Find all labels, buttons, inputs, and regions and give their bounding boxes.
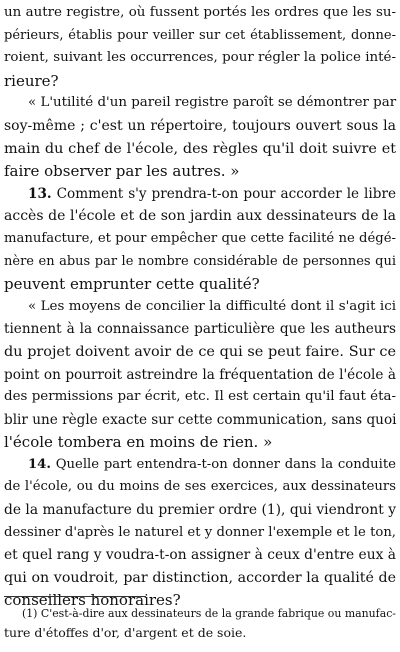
text-line: roient, suivant les occurrences, pour régler la police inté- xyxy=(4,50,396,66)
text-line: des permissions par écrit, etc. Il est certain qu'il faut éta- xyxy=(4,389,396,405)
footnote-line: ture d'étoffes d'or, d'argent et de soie. xyxy=(4,625,247,640)
paragraph-continuation xyxy=(4,2,396,92)
text-line: de la manufacture du premier ordre (1), qui viendront y xyxy=(4,502,396,519)
text-line: de l'école, ou du moins de ses exercices, aux dessinateurs xyxy=(4,479,396,495)
text-line: « Les moyens de concilier la difficulté dont il s'agit ici xyxy=(28,298,396,314)
text-line: l'école tombera en moins de rien. » xyxy=(4,433,273,452)
text-line: tiennent à la connaissance particulière que les autheurs xyxy=(4,321,396,338)
text-line: blir une règle exacte sur cette communication, sans quoi xyxy=(4,411,397,428)
text-line: rieure? xyxy=(4,71,59,90)
text-line: du projet doivent avoir de ce qui se peut faire. Sur ce xyxy=(4,343,396,360)
footnote xyxy=(4,604,396,642)
text-line: conseillers honoraires? xyxy=(4,591,181,610)
question-number: 14. xyxy=(28,456,51,472)
text-line: soy-même ; c'est un répertoire, toujours ouvert sous la xyxy=(4,117,396,134)
text-line: et quel rang y voudra-t-on assigner à ceux d'entre eux à xyxy=(4,547,396,564)
text-line: « L'utilité d'un pareil registre paroît se démontrer par xyxy=(28,95,397,111)
text-line: dessiner d'après le naturel et y donner l'exemple et le ton, xyxy=(4,524,396,540)
paragraph-quote-moyens xyxy=(4,296,396,454)
page-body xyxy=(4,2,396,612)
text-line: main du chef de l'école, des règles qu'il doit suivre et xyxy=(4,140,396,157)
paragraph-question-13 xyxy=(4,183,396,296)
text-line: périeurs, établis pour veiller sur cet établissement, donne- xyxy=(4,27,396,43)
question-number: 13. xyxy=(28,185,52,202)
text-line: faire observer par les autres. » xyxy=(4,162,240,181)
text-line: accès de l'école et de son jardin aux dessinateurs de la xyxy=(4,208,396,225)
paragraph-question-14 xyxy=(4,454,396,612)
text-line: point on pourroit astreindre la fréquentation de l'école à xyxy=(4,366,396,383)
text-line: nère en abus par le nombre considérable de personnes qui xyxy=(4,253,396,269)
paragraph-quote-registre xyxy=(4,92,396,182)
text-line: 14. Quelle part entendra-t-on donner dans la conduite xyxy=(28,456,396,472)
text-line: peuvent emprunter cette qualité? xyxy=(4,275,260,294)
text-line: qui on voudroit, par distinction, accorder la qualité de xyxy=(4,569,396,586)
text-line: manufacture, et pour empêcher que cette facilité ne dégé- xyxy=(4,230,396,246)
footnote-line: (1) C'est-à-dire aux dessinateurs de la grande fabrique ou manufac- xyxy=(22,607,396,620)
text-line: un autre registre, où fussent portés les ordres que les su- xyxy=(4,5,396,20)
text-line: 13. Comment s'y prendra-t-on pour accorder le libre xyxy=(28,185,396,202)
footnote-divider xyxy=(4,596,146,597)
